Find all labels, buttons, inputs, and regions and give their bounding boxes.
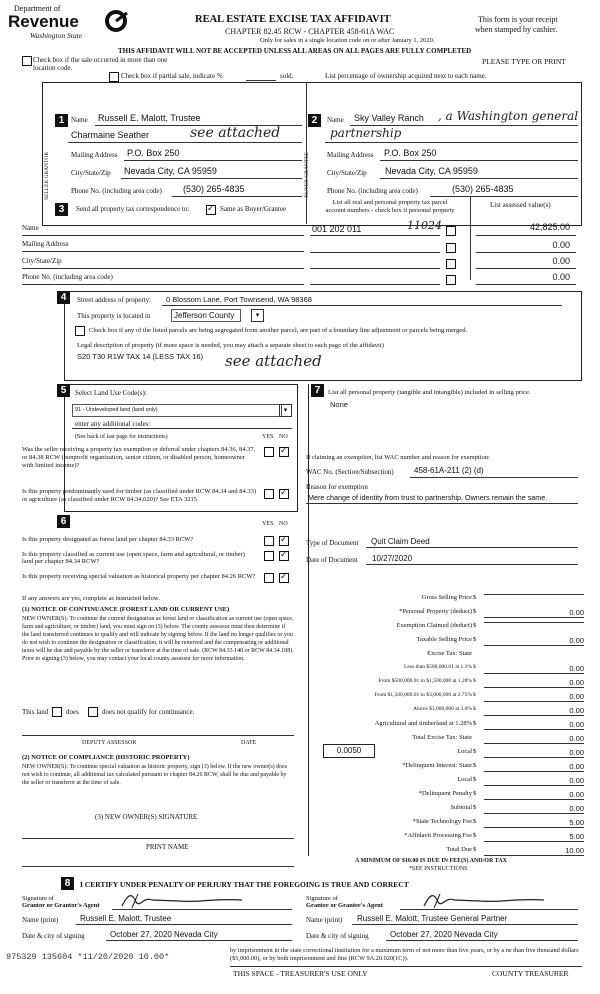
seller-mailing[interactable]: P.O. Box 250: [127, 148, 180, 158]
s6-q3-no-checkbox[interactable]: [279, 573, 289, 583]
tax-label: *Delinquent Penalty: [418, 790, 472, 797]
seller-city-label: City/State/Zip: [71, 169, 111, 177]
tax-bracket-1[interactable]: 0.00: [484, 664, 584, 674]
grantor-name[interactable]: Russell E. Malott, Trustee: [80, 914, 172, 923]
wac-line: [410, 477, 578, 478]
legal-handwritten: see attached: [225, 352, 322, 370]
s3-city-label: City/State/Zip: [22, 257, 62, 265]
tax-label: *Delinquent Interest: State: [402, 762, 472, 769]
land-use-select[interactable]: 91 - Undeveloped land (land only): [72, 404, 282, 417]
dept-line1: Department of: [14, 4, 61, 13]
perjury-note: by imprisonment in the state correctional institution for a maximum term of not more than five years, or by a ne than five thousand dollars ($5,000.00), or by both imprisonment and fine (RCW 9A.20.020(1C)).: [230, 947, 579, 962]
certify-statement: I CERTIFY UNDER PENALTY OF PERJURY THAT THE FOREGOING IS TRUE AND CORRECT: [80, 880, 409, 889]
multi-location-checkbox[interactable]: [22, 56, 32, 66]
receipt-note-1: This form is your receipt: [478, 15, 558, 24]
s5-yes-label: YES: [262, 434, 274, 440]
buyer-city-line: [380, 178, 578, 179]
land-does-checkbox[interactable]: [52, 707, 62, 717]
tax-row: *State Technology Fee $ 5.00: [412, 818, 584, 827]
buyer-phone-label: Phone No. (including area code): [327, 187, 418, 195]
assessed-divider: [470, 196, 471, 280]
please-type: PLEASE TYPE OR PRINT: [482, 57, 566, 66]
grantee-name-label: Name (print): [306, 916, 343, 924]
tax-bracket-4[interactable]: 0.00: [484, 706, 584, 716]
tax-label: Total Due: [446, 846, 472, 853]
tax-label: Taxable Selling Price: [416, 636, 472, 643]
notice1-body: NEW OWNER(S): To continue the current designation as forest land or classification as current use (open space, farm and agriculture, or timber) land, you must sign on (3) below. The county assessor must then determine if the land transferred continues to qualify and will indicate by signing below. If the land no longer qualifies or you do not wish to continue the designation or classification, it will be removed and the compensating or additional taxes will be due and payable by the seller or transferor at the time of sale. (RCW 84.33.140 or RCW 84.34.108). Prior to signing (3) below, you may contact your local county assessor for more information.: [22, 616, 294, 662]
tax-row: Above $3,000,000 at 3.0% $ 0.00: [413, 706, 584, 715]
tax-row: [330, 650, 584, 661]
s5-no-label: NO: [279, 434, 288, 440]
cashier-stamp: 975329 135604 *11/20/2020 10.00*: [6, 952, 170, 962]
s3-phone-label: Phone No. (including area code): [22, 273, 113, 281]
exemption-claimed[interactable]: [484, 622, 584, 623]
tax-row: From $500,000.01 to $1,500,000 at 1.28% $ 0.00: [378, 678, 584, 687]
deputy-assessor-label: DEPUTY ASSESSOR: [82, 740, 137, 746]
county-treasurer-label: COUNTY TREASURER: [492, 969, 569, 978]
tax-row: Local $ 0.00: [457, 776, 584, 785]
assessor-sig-line[interactable]: [22, 735, 294, 736]
delinquent-interest-state[interactable]: 0.00: [484, 762, 584, 772]
grantee-sig-label-2: Grantee or Grantee's Agent: [306, 902, 383, 909]
doc-type-label: Type of Document: [306, 539, 359, 547]
grantee-name-line: [352, 924, 578, 925]
land-use-label: Select Land Use Code(s):: [75, 389, 147, 397]
tax-bracket-2[interactable]: 0.00: [484, 678, 584, 688]
county-select[interactable]: Jefferson County: [171, 309, 241, 322]
buyer-name-label: Name: [327, 116, 344, 124]
same-as-buyer-checkbox[interactable]: [206, 205, 216, 215]
affidavit-processing-fee[interactable]: 5.00: [484, 832, 584, 842]
s5-q2-yes-checkbox[interactable]: [264, 489, 274, 499]
assessed-value-2[interactable]: 0.00: [552, 240, 570, 250]
personal-property-deduct[interactable]: 0.00: [484, 608, 584, 618]
tax-row: Local $ 0.00: [457, 748, 584, 757]
s5-q2: Is this property predominantly used for timber (as classified under RCW 84.34 and 84.33) or agriculture (as classified under RCW 84.34.020)? See ETA 3215: [22, 488, 257, 503]
buyer-mailing[interactable]: P.O. Box 250: [384, 148, 437, 158]
tax-row: Taxable Selling Price $ 0.00: [416, 636, 584, 645]
s6-q1-yes-checkbox[interactable]: [264, 536, 274, 546]
does-label: does: [66, 708, 79, 716]
grantee-date[interactable]: October 27, 2020 Nevada City: [390, 930, 498, 939]
street-line: [162, 305, 562, 306]
footer-rule: [230, 966, 582, 967]
tax-label: Local: [457, 748, 472, 755]
section-3-badge: 3: [55, 203, 68, 216]
s6-q1: Is this property designated as forest land per chapter 84.33 RCW?: [22, 536, 194, 543]
tax-row: Less than $500,000.01 at 1.1% $ 0.00: [404, 664, 584, 673]
tax-label: Subtotal: [450, 804, 472, 811]
seller-phone-label: Phone No. (including area code): [71, 187, 162, 195]
grantor-name-label: Name (print): [22, 916, 59, 924]
delinquent-interest-local[interactable]: 0.00: [484, 776, 584, 786]
grantor-date-line: [106, 940, 292, 941]
s5-q1: Was the seller receiving a property tax exemption or deferral under chapters 84.36, 84.37, or 84.38 RCW (nonprofit organization, senior citizen, or disabled person, homeowner with limited income)?: [22, 446, 256, 469]
receipt-note-2: when stamped by cashier.: [475, 25, 558, 34]
seller-mailing-label: Mailing Address: [71, 151, 118, 159]
subtotal[interactable]: 0.00: [484, 804, 584, 814]
chevron-down-icon[interactable]: ▾: [251, 309, 264, 322]
warning-text: THIS AFFIDAVIT WILL NOT BE ACCEPTED UNLESS ALL AREAS ON ALL PAGES ARE FULLY COMPLETED: [118, 47, 472, 55]
buyer-phone[interactable]: (530) 265-4835: [452, 184, 514, 194]
s6-no-label: NO: [279, 521, 288, 527]
assessed-line-2: [476, 252, 576, 253]
assessed-value-1[interactable]: 42,825.00: [529, 222, 570, 232]
seller-name[interactable]: Russell E. Malott, Trustee: [98, 113, 201, 123]
parcel-3-personal-checkbox[interactable]: [446, 259, 456, 269]
seller-side-label: SELLER GRANTOR: [44, 152, 50, 201]
doc-type-value[interactable]: Quit Claim Deed: [371, 537, 430, 546]
s3-name-field[interactable]: [22, 235, 304, 236]
grantee-date-line: [386, 940, 578, 941]
enter-codes-label: enter any additional codes:: [75, 420, 151, 428]
street-label: Street address of property:: [77, 296, 152, 304]
tax-label: Total Excise Tax: State: [412, 734, 472, 741]
section-7-badge: 7: [311, 384, 324, 397]
buyer-mailing-label: Mailing Address: [327, 151, 374, 159]
gross-selling-price[interactable]: [484, 594, 584, 595]
tax-bracket-3[interactable]: 0.00: [484, 692, 584, 702]
tax-row: *Delinquent Penalty $ 0.00: [418, 790, 584, 799]
see-instructions: *SEE INSTRUCTIONS: [409, 866, 468, 872]
s6-q2: Is this property classified as current use (open space, farm and agricultural, or timber) land per chapter 84.34 RCW?: [22, 551, 245, 565]
tax-label: Excise Tax: State: [427, 650, 472, 657]
buyer-city-label: City/State/Zip: [327, 169, 367, 177]
assessed-value-4[interactable]: 0.00: [552, 272, 570, 282]
tax-label: Agricultural and timberland at 1.28%: [374, 720, 472, 727]
segregate-label: Check box if any of the listed parcels are being segregated from another parcel, are part of a boundary line adjustment or parcels being merged.: [89, 327, 468, 334]
s3-mailing-label: Mailing Address: [22, 240, 69, 248]
grantor-date[interactable]: October 27, 2020 Nevada City: [110, 930, 218, 939]
s3-city-field[interactable]: [22, 268, 304, 269]
parcel-2-personal-checkbox[interactable]: [446, 243, 456, 253]
notice2-body: NEW OWNER(S): To continue special valuation as historic property, sign (3) below. If the new owner(s) does not wish to continue, all additional tax calculated pursuant to chapter 84.26 RCW, shall be due and payable by the seller or transferor at the time of sale.: [22, 764, 288, 786]
tax-row: *Affidavit Processing Fee $ 5.00: [404, 832, 584, 841]
tax-label: Gross Selling Price: [421, 594, 472, 601]
exemption-label: If claiming an exemption, list WAC number and reason for exemption:: [306, 454, 490, 461]
notice1-title: (1) NOTICE OF CONTINUANCE (FOREST LAND OR CURRENT USE): [22, 606, 230, 613]
partial-sale-label-2: sold.: [280, 72, 294, 80]
date-label: DATE: [241, 740, 257, 746]
buyer-city[interactable]: Nevada City, CA 95959: [385, 166, 478, 176]
buyer-handwritten: , a Washington general: [438, 109, 579, 123]
buyer-name[interactable]: Sky Valley Ranch: [354, 113, 424, 123]
buyer-side-label: BUYER GRANTEE: [304, 152, 310, 198]
section-4-badge: 4: [57, 291, 70, 304]
agri-timber-tax[interactable]: 0.00: [484, 720, 584, 730]
does-not-label: does not qualify for continuance.: [102, 708, 195, 716]
tax-row: Subtotal $ 0.00: [450, 804, 584, 813]
doc-date-line: [366, 564, 578, 565]
legal-description[interactable]: S20 T30 R1W TAX 14 (LESS TAX 16): [77, 352, 204, 361]
partial-sale-checkbox[interactable]: [109, 72, 119, 82]
total-due[interactable]: 10.00: [484, 846, 584, 856]
delinquent-penalty[interactable]: 0.00: [484, 790, 584, 800]
grantor-name-line: [76, 924, 292, 925]
tax-label: *Affidavit Processing Fee: [404, 832, 472, 839]
tax-label: Exemption Claimed (deduct): [396, 622, 472, 629]
if-any-yes: If any answers are yes, complete as instructed below.: [22, 595, 160, 602]
state-technology-fee[interactable]: 5.00: [484, 818, 584, 828]
tax-row: *Personal Property (deduct) $ 0.00: [399, 608, 584, 617]
parcel-number[interactable]: 001 202 011: [312, 224, 362, 234]
parcel-header-1: List all real and personal property tax parcel: [332, 199, 448, 206]
assessed-line-3: [476, 268, 576, 269]
tax-label: From $500,000.01 to $1,500,000 at 1.28%: [378, 678, 472, 684]
s5-q2-no-checkbox[interactable]: [279, 489, 289, 499]
dor-logo-icon: [103, 9, 131, 33]
section-1-badge: 1: [55, 114, 68, 127]
tax-label: Less than $500,000.01 at 1.1%: [404, 664, 472, 670]
personal-property-value[interactable]: None: [330, 400, 348, 409]
s5-q1-yes-checkbox[interactable]: [264, 447, 274, 457]
seller-handwritten: see attached: [190, 125, 281, 141]
see-back-label: (See back of last page for instructions): [75, 434, 168, 440]
seller-name-2[interactable]: Charmaine Seather: [71, 130, 150, 140]
same-as-buyer-label: Same as Buyer/Grantee: [220, 205, 287, 213]
s6-q2-no-checkbox[interactable]: [279, 551, 289, 561]
tax-label: *Personal Property (deduct): [399, 608, 472, 615]
additional-codes-field[interactable]: [72, 428, 292, 429]
grantee-sig-line: [400, 909, 578, 910]
s5-q1-no-checkbox[interactable]: [279, 447, 289, 457]
seller-name-label: Name: [71, 116, 88, 124]
tax-label: Above $3,000,000 at 3.0%: [413, 706, 472, 712]
grantor-sig-line: [112, 909, 292, 910]
seller-city[interactable]: Nevada City, CA 95959: [124, 166, 217, 176]
grantee-sig-label-1: Signature of: [306, 895, 338, 902]
section-6-badge: 6: [57, 515, 70, 528]
tax-row: Agricultural and timberland at 1.28% $ 0.00: [374, 720, 584, 729]
notice2-title: (2) NOTICE OF COMPLIANCE (HISTORIC PROPERTY): [22, 754, 190, 761]
tax-row: From $1,500,000.01 to $3,000,000 at 2.75% $ 0.00: [374, 692, 584, 701]
reason-line: [306, 503, 578, 504]
new-owner-print-line[interactable]: [22, 866, 294, 867]
seller-phone[interactable]: (530) 265-4835: [183, 184, 245, 194]
form-subtitle: CHAPTER 82.45 RCW - CHAPTER 458-61A WAC: [225, 27, 395, 36]
ownership-note: List percentage of ownership acquired next to each name.: [325, 72, 487, 80]
section-8-badge: 8: [61, 877, 74, 890]
parcel-line-1: [310, 235, 440, 236]
county-label: This property is located in: [77, 312, 151, 320]
grantor-sig-label-2: Grantor or Grantor's Agent: [22, 902, 100, 909]
parcel-header: [310, 199, 470, 215]
form-title: REAL ESTATE EXCISE TAX AFFIDAVIT: [195, 14, 391, 25]
parcel-4-personal-checkbox[interactable]: [446, 275, 456, 285]
doc-date-label: Date of Document: [306, 556, 358, 564]
partial-pct-field[interactable]: [246, 80, 276, 81]
legal-label: Legal description of property (if more space is needed, you may attach a separate sheet to each page of the affidavit): [77, 342, 384, 349]
section-5-badge: 5: [57, 384, 70, 397]
s3-mailing-field[interactable]: [22, 251, 304, 252]
assessed-line-4: [476, 284, 576, 285]
buyer-handwritten-2: partnership: [330, 126, 402, 140]
grantor-date-label: Date & city of signing: [22, 932, 85, 940]
min-due-note: A MINIMUM OF $10.00 IS DUE IN FEE(S) AND/OR TAX: [355, 858, 507, 864]
s6-q3-yes-checkbox[interactable]: [264, 573, 274, 583]
buyer-name2-line: [325, 142, 578, 143]
tax-label: *State Technology Fee: [412, 818, 472, 825]
seller-city-line: [121, 178, 302, 179]
parcel-header-2: account numbers - check box if personal property: [325, 207, 455, 214]
parcel-line-3: [310, 268, 440, 269]
buyer-phone-line: [430, 196, 578, 197]
tax-label: From $1,500,000.01 to $3,000,000 at 2.75%: [374, 692, 472, 698]
this-land-label: This land: [22, 708, 49, 716]
partial-sale-label: Check box if partial sale, indicate %: [121, 72, 223, 80]
seller-phone-line: [172, 196, 302, 197]
segregate-checkbox[interactable]: [75, 326, 85, 336]
seller-name2-line: [68, 142, 302, 143]
tax-row: Total Due $ 10.00: [446, 846, 584, 855]
land-use-dropdown-icon[interactable]: ▾: [279, 404, 292, 417]
only-for-note: Only for sales in a single location code on or after January 1, 2020.: [260, 37, 435, 44]
parcel-handwritten: 11024: [407, 219, 442, 232]
land-does-not-checkbox[interactable]: [88, 707, 98, 717]
wac-label: WAC No. (Section/Subsection): [306, 468, 394, 476]
doc-type-line: [366, 547, 578, 548]
tax-row: *Delinquent Interest: State $ 0.00: [402, 762, 584, 771]
total-excise-state[interactable]: 0.00: [484, 734, 584, 744]
parcel-line-4: [310, 284, 440, 285]
street-address[interactable]: 0 Blossom Lane, Port Townsend, WA 98368: [166, 295, 312, 304]
grantor-sig-label-1: Signature of: [22, 895, 54, 902]
multi-location-label: Check box if the sale occurred in more than one location code.: [33, 56, 168, 72]
tax-label: Local: [457, 776, 472, 783]
wac-number[interactable]: 458-61A-211 (2) (d): [414, 466, 484, 475]
print-name-label: PRINT NAME: [146, 843, 189, 851]
parcel-line-2: [310, 252, 440, 253]
grantee-name[interactable]: Russell E. Malott, Trustee General Partner: [357, 914, 508, 923]
parcel-1-personal-checkbox[interactable]: [446, 226, 456, 236]
s6-q2-yes-checkbox[interactable]: [264, 551, 274, 561]
s6-q3: Is this property receiving special valuation as historical property per chapter 84.26 RCW?: [22, 573, 256, 580]
assessed-value-3[interactable]: 0.00: [552, 256, 570, 266]
s3-phone-field[interactable]: [22, 284, 304, 285]
s6-q1-no-checkbox[interactable]: [279, 536, 289, 546]
assessed-header: List assessed value(s): [490, 201, 551, 209]
new-owner-sig-label: (3) NEW OWNER(S) SIGNATURE: [95, 813, 198, 821]
treasurer-use-label: THIS SPACE - TREASURER'S USE ONLY: [233, 969, 368, 978]
assessed-line-1: [476, 235, 576, 236]
seller-mailing-line: [124, 160, 302, 161]
section-2-badge: 2: [308, 114, 321, 127]
tax-row: Gross Selling Price $: [330, 594, 584, 605]
dept-line2: Revenue: [8, 12, 79, 31]
buyer-mailing-line: [380, 160, 578, 161]
doc-date-value[interactable]: 10/27/2020: [372, 554, 413, 563]
taxable-selling-price[interactable]: 0.00: [484, 636, 584, 646]
s3-name-label: Name: [22, 224, 39, 232]
send-correspondence-label: Send all property tax correspondence to:: [76, 205, 190, 213]
s6-yes-label: YES: [262, 521, 274, 527]
dept-line3: Washington State: [30, 31, 83, 40]
reason-value[interactable]: Mere change of identity from trust to partnership. Owners remain the same.: [308, 493, 548, 502]
personal-property-label: List all personal property (tangible and intangible) included in selling price.: [328, 389, 531, 396]
local-tax[interactable]: 0.00: [484, 748, 584, 758]
reason-label: Reason for exemption: [306, 483, 368, 491]
new-owner-sig-line[interactable]: [22, 838, 294, 839]
local-rate-box[interactable]: 0.0050: [323, 744, 375, 758]
grantee-date-label: Date & city of signing: [306, 932, 369, 940]
tax-row: Exemption Claimed (deduct) $: [330, 622, 584, 633]
